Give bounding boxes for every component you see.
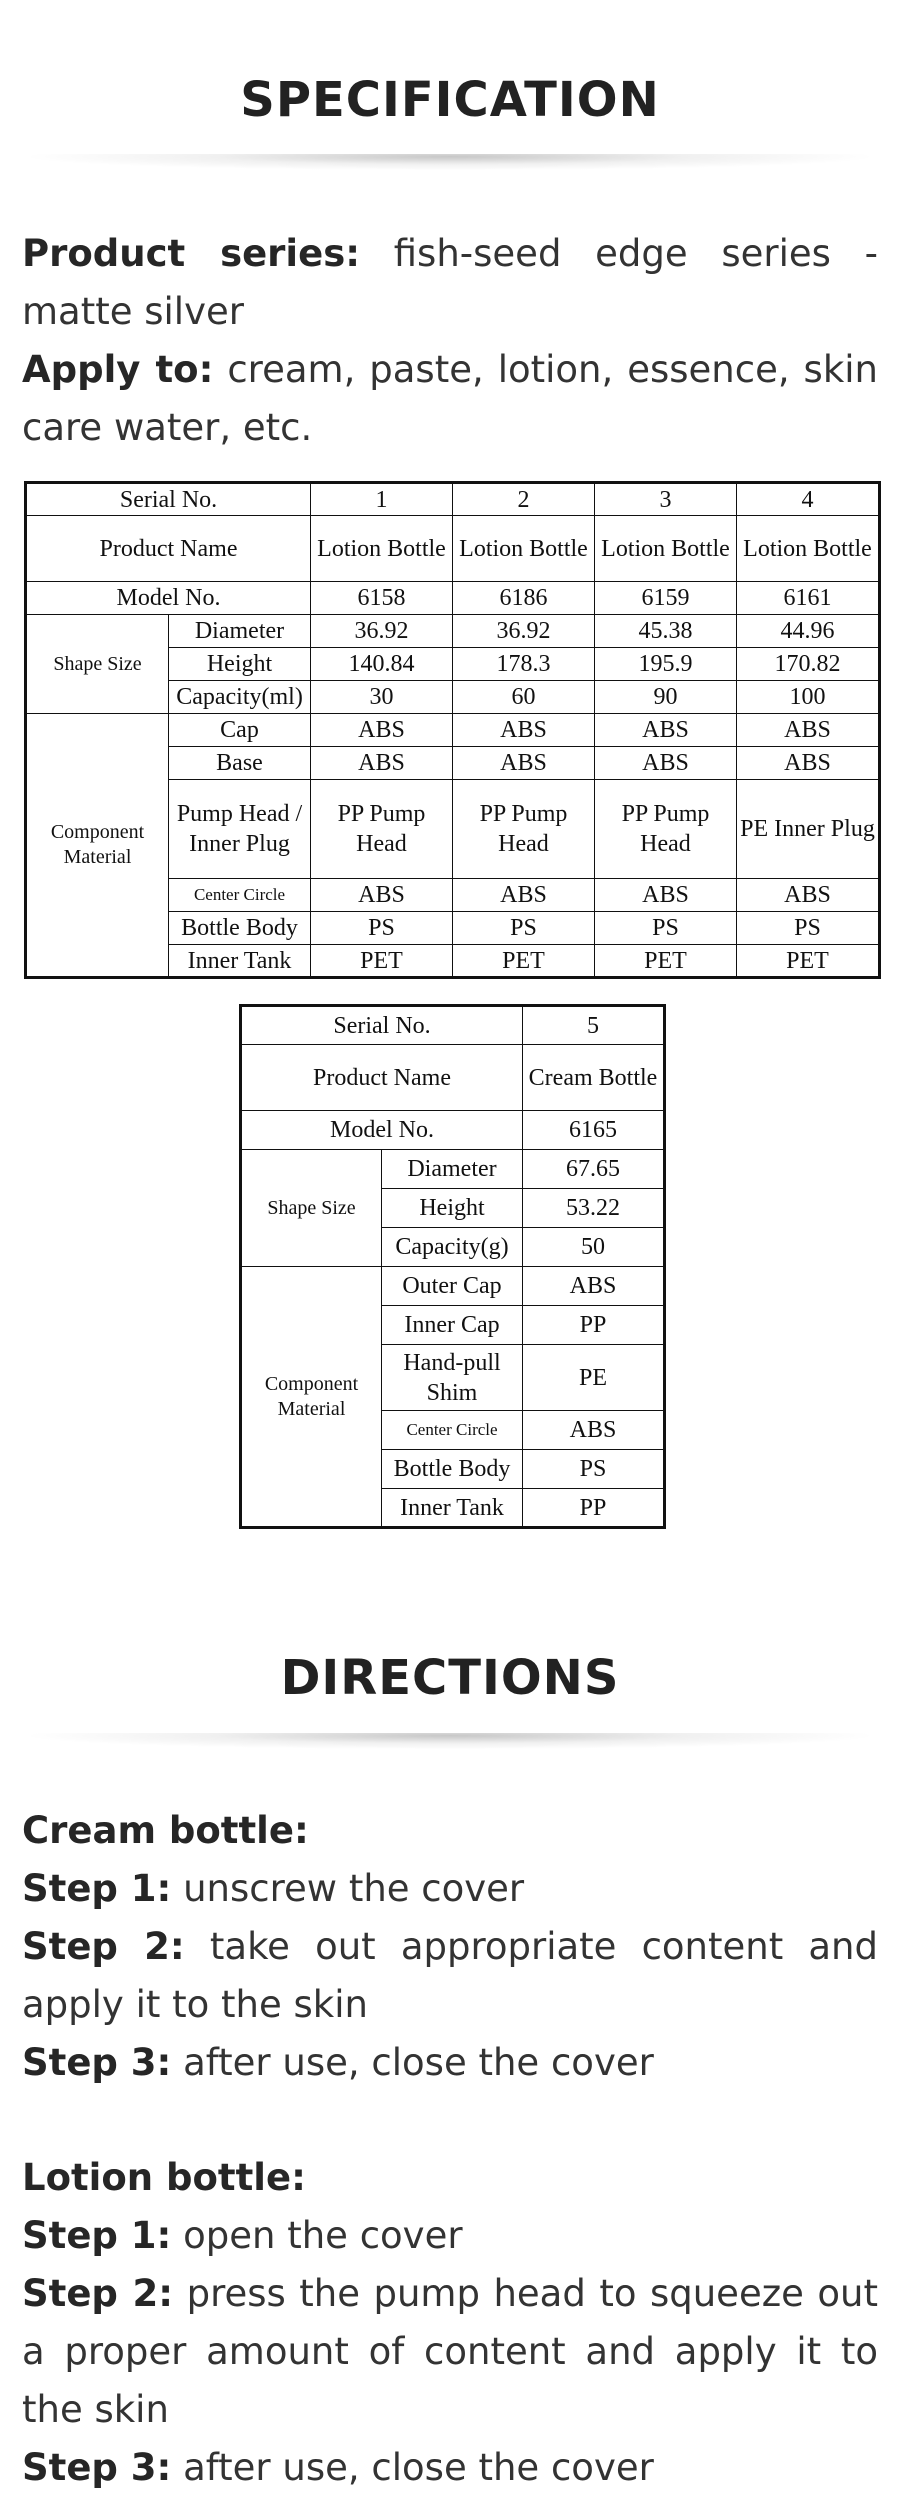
product-name-cell: Lotion Bottle xyxy=(311,516,453,582)
inner-tank-label: Inner Tank xyxy=(382,1489,523,1528)
pump-head-cell: PE Inner Plug xyxy=(737,780,880,879)
cap-cell: ABS xyxy=(453,714,595,747)
base-label: Base xyxy=(169,747,311,780)
capacity-label: Capacity(ml) xyxy=(169,681,311,714)
cream-heading: Cream bottle: xyxy=(22,1809,309,1852)
title-divider xyxy=(24,154,876,188)
bottle-body-label: Bottle Body xyxy=(382,1450,523,1489)
capacity-cell: 100 xyxy=(737,681,880,714)
directions-title: DIRECTIONS xyxy=(280,1650,620,1706)
cap-label: Cap xyxy=(169,714,311,747)
center-circle-cell: ABS xyxy=(523,1411,665,1450)
product-series-value: fish-seed edge series - matte silver xyxy=(22,232,878,333)
height-cell: 53.22 xyxy=(523,1189,665,1228)
table-row xyxy=(26,483,880,516)
cream-bottle-directions xyxy=(22,1802,878,2092)
table-row xyxy=(26,615,880,648)
height-cell: 195.9 xyxy=(595,648,737,681)
inner-tank-cell: PET xyxy=(453,945,595,978)
pump-head-cell: PP Pump Head xyxy=(595,780,737,879)
inner-tank-label: Inner Tank xyxy=(169,945,311,978)
model-cell: 6159 xyxy=(595,582,737,615)
component-material-label: Component Material xyxy=(26,714,169,978)
title-divider xyxy=(24,1733,876,1767)
table-row xyxy=(241,1006,665,1045)
serial-cell: 4 xyxy=(737,483,880,516)
height-cell: 170.82 xyxy=(737,648,880,681)
model-label: Model No. xyxy=(26,582,311,615)
capacity-cell: 30 xyxy=(311,681,453,714)
base-cell: ABS xyxy=(737,747,880,780)
product-name-label: Product Name xyxy=(241,1045,523,1111)
serial-cell: 2 xyxy=(453,483,595,516)
cap-cell: ABS xyxy=(311,714,453,747)
cap-cell: ABS xyxy=(595,714,737,747)
diameter-label: Diameter xyxy=(169,615,311,648)
base-cell: ABS xyxy=(311,747,453,780)
height-label: Height xyxy=(169,648,311,681)
bottle-body-cell: PS xyxy=(737,912,880,945)
center-circle-cell: ABS xyxy=(595,879,737,912)
apply-to-label: Apply to: xyxy=(22,348,214,391)
product-name-label: Product Name xyxy=(26,516,311,582)
model-label: Model No. xyxy=(241,1111,523,1150)
lotion-step: Step 2: press the pump head to squeeze out a proper amount of content and apply it to the skin xyxy=(22,2272,878,2431)
product-name-cell: Lotion Bottle xyxy=(595,516,737,582)
lotion-bottle-directions xyxy=(22,2149,878,2497)
center-circle-label: Center Circle xyxy=(169,879,311,912)
center-circle-cell: ABS xyxy=(453,879,595,912)
cream-step: Step 1: unscrew the cover xyxy=(22,1867,525,1910)
base-cell: ABS xyxy=(453,747,595,780)
diameter-cell: 67.65 xyxy=(523,1150,665,1189)
serial-label: Serial No. xyxy=(26,483,311,516)
shape-size-label: Shape Size xyxy=(26,615,169,714)
diameter-cell: 36.92 xyxy=(311,615,453,648)
diameter-label: Diameter xyxy=(382,1150,523,1189)
pump-head-cell: PP Pump Head xyxy=(453,780,595,879)
height-cell: 178.3 xyxy=(453,648,595,681)
table-row xyxy=(26,714,880,747)
inner-tank-cell: PP xyxy=(523,1489,665,1528)
center-circle-cell: ABS xyxy=(311,879,453,912)
capacity-label: Capacity(g) xyxy=(382,1228,523,1267)
capacity-cell: 50 xyxy=(523,1228,665,1267)
lotion-step: Step 3: after use, close the cover xyxy=(22,2446,654,2489)
table-row xyxy=(26,516,880,582)
apply-to-line xyxy=(22,341,878,457)
product-name-cell: Cream Bottle xyxy=(523,1045,665,1111)
table-row xyxy=(241,1111,665,1150)
bottle-body-cell: PS xyxy=(523,1450,665,1489)
component-material-label: Component Material xyxy=(241,1267,382,1528)
product-name-cell: Lotion Bottle xyxy=(737,516,880,582)
center-circle-label: Center Circle xyxy=(382,1411,523,1450)
spec-table-1 xyxy=(24,481,881,979)
pump-head-cell: PP Pump Head xyxy=(311,780,453,879)
apply-to-value: cream, paste, lotion, essence, skin care water, etc. xyxy=(22,348,878,449)
model-cell: 6158 xyxy=(311,582,453,615)
bottle-body-cell: PS xyxy=(595,912,737,945)
product-series-label: Product series: xyxy=(22,232,361,275)
lotion-heading: Lotion bottle: xyxy=(22,2156,306,2199)
diameter-cell: 45.38 xyxy=(595,615,737,648)
cream-step: Step 3: after use, close the cover xyxy=(22,2041,654,2084)
inner-tank-cell: PET xyxy=(737,945,880,978)
serial-cell: 5 xyxy=(523,1006,665,1045)
serial-cell: 1 xyxy=(311,483,453,516)
model-cell: 6186 xyxy=(453,582,595,615)
bottle-body-cell: PS xyxy=(453,912,595,945)
inner-cap-label: Inner Cap xyxy=(382,1306,523,1345)
bottle-body-cell: PS xyxy=(311,912,453,945)
inner-tank-cell: PET xyxy=(311,945,453,978)
spec-table-2 xyxy=(239,1004,666,1529)
cream-step: Step 2: take out appropriate content and apply it to the skin xyxy=(22,1925,878,2026)
outer-cap-cell: ABS xyxy=(523,1267,665,1306)
center-circle-cell: ABS xyxy=(737,879,880,912)
product-series-line xyxy=(22,225,878,341)
table-row xyxy=(241,1150,665,1189)
product-name-cell: Lotion Bottle xyxy=(453,516,595,582)
diameter-cell: 44.96 xyxy=(737,615,880,648)
specification-title: SPECIFICATION xyxy=(240,72,660,128)
diameter-cell: 36.92 xyxy=(453,615,595,648)
model-cell: 6161 xyxy=(737,582,880,615)
table-row xyxy=(26,582,880,615)
capacity-cell: 90 xyxy=(595,681,737,714)
height-label: Height xyxy=(382,1189,523,1228)
table-row xyxy=(241,1045,665,1111)
capacity-cell: 60 xyxy=(453,681,595,714)
hand-pull-shim-label: Hand-pull Shim xyxy=(382,1345,523,1411)
inner-tank-cell: PET xyxy=(595,945,737,978)
serial-label: Serial No. xyxy=(241,1006,523,1045)
serial-cell: 3 xyxy=(595,483,737,516)
model-cell: 6165 xyxy=(523,1111,665,1150)
lotion-step: Step 1: open the cover xyxy=(22,2214,463,2257)
outer-cap-label: Outer Cap xyxy=(382,1267,523,1306)
table-row xyxy=(241,1267,665,1306)
pump-head-label: Pump Head / Inner Plug xyxy=(169,780,311,879)
height-cell: 140.84 xyxy=(311,648,453,681)
inner-cap-cell: PP xyxy=(523,1306,665,1345)
hand-pull-shim-cell: PE xyxy=(523,1345,665,1411)
bottle-body-label: Bottle Body xyxy=(169,912,311,945)
cap-cell: ABS xyxy=(737,714,880,747)
base-cell: ABS xyxy=(595,747,737,780)
shape-size-label: Shape Size xyxy=(241,1150,382,1267)
